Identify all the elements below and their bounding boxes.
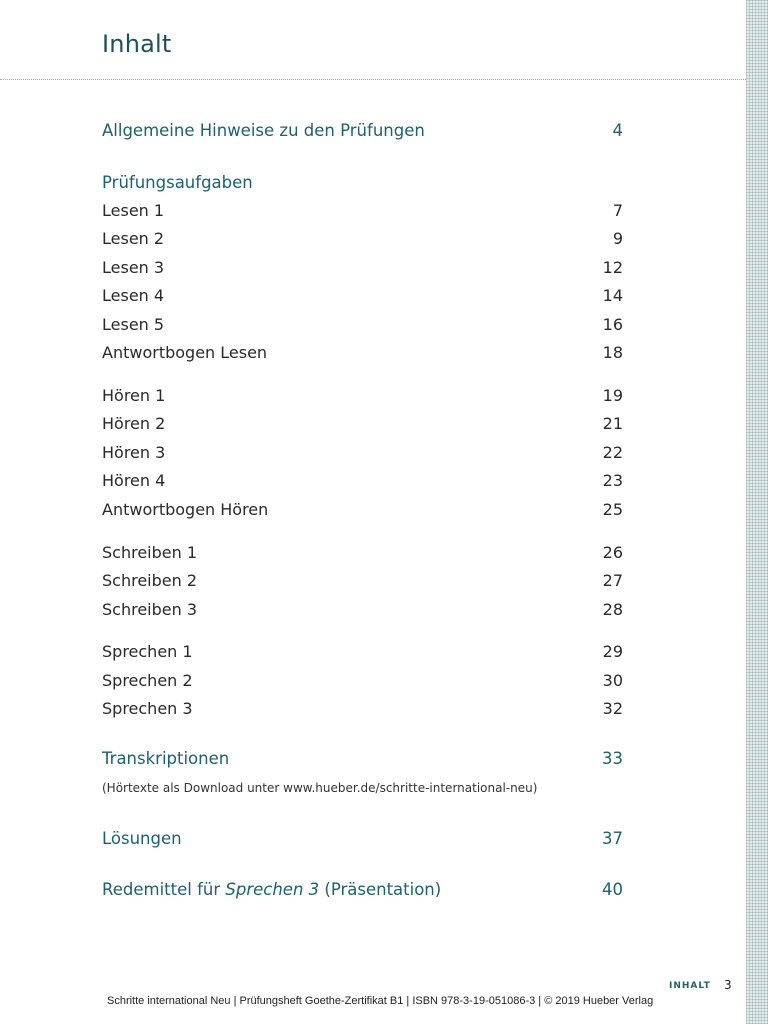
toc-entry-sprechen-3[interactable] [102,699,623,723]
toc-entry-page: 33 [602,749,623,768]
toc-entry-page: 30 [602,671,623,690]
toc-entry-page: 9 [612,229,623,248]
toc-entry-label: Lösungen [102,829,182,848]
toc-entry-page: 23 [602,471,623,490]
toc-entry-transkriptionen[interactable] [102,749,623,773]
toc-entry-label: Lesen 5 [102,315,165,334]
toc-entry-hoeren-3[interactable] [102,443,623,467]
toc-entry-page: 40 [602,880,623,899]
toc-entry-label: Antwortbogen Hören [102,500,269,519]
toc-entry-label: Schreiben 1 [102,543,198,562]
toc-entry-antwortbogen-hoeren[interactable] [102,500,623,524]
toc-section-heading-pruefungsaufgaben [102,173,623,197]
toc-entry-label: Lesen 3 [102,258,165,277]
toc-entry-lesen-5[interactable] [102,315,623,339]
toc-entry-label: Hören 1 [102,386,166,405]
toc-entry-page: 7 [612,201,623,220]
toc-entry-schreiben-1[interactable] [102,543,623,567]
toc-entry-page: 18 [602,343,623,362]
toc-entry-hoeren-2[interactable] [102,414,623,438]
toc-entry-lesen-4[interactable] [102,286,623,310]
toc-entry-page: 22 [602,443,623,462]
toc-section-label: Prüfungsaufgaben [102,173,253,192]
toc-entry-label: Sprechen 3 [102,699,193,718]
toc-entry-label: Sprechen 1 [102,642,193,661]
toc-entry-label: Antwortbogen Lesen [102,343,268,362]
toc-entry-label-italic: Sprechen 3 [225,880,320,899]
toc-entry-page: 21 [602,414,623,433]
toc-entry-label: Allgemeine Hinweise zu den Prüfungen [102,121,425,140]
toc-entry-lesen-3[interactable] [102,258,623,282]
toc-entry-label: Lesen 2 [102,229,165,248]
toc-entry-hoeren-4[interactable] [102,471,623,495]
toc-entry-hoeren-1[interactable] [102,386,623,410]
toc-entry-schreiben-2[interactable] [102,571,623,595]
toc-entry-general[interactable] [102,121,623,145]
title-divider [0,79,746,80]
toc-entry-page: 14 [602,286,623,305]
toc-entry-label: Sprechen 2 [102,671,193,690]
toc-entry-label: Lesen 4 [102,286,165,305]
toc-entry-page: 26 [602,543,623,562]
toc-entry-antwortbogen-lesen[interactable] [102,343,623,367]
toc-entry-page: 16 [602,315,623,334]
toc-entry-label: Schreiben 3 [102,600,198,619]
decorative-side-stripe [746,0,768,1024]
toc-entry-redemittel[interactable] [102,880,623,904]
toc-entry-lesen-2[interactable] [102,229,623,253]
footer-section-label: INHALT [669,981,711,991]
toc-entry-loesungen[interactable] [102,829,623,853]
toc-entry-label: Hören 2 [102,414,166,433]
toc-entry-label: Transkriptionen [102,749,230,768]
toc-entry-page: 37 [602,829,623,848]
toc-entry-label [102,880,441,899]
page-title: Inhalt [102,30,172,58]
toc-entry-schreiben-3[interactable] [102,600,623,624]
toc-entry-sprechen-2[interactable] [102,671,623,695]
toc-entry-page: 12 [602,258,623,277]
toc-entry-page: 32 [602,699,623,718]
toc-entry-page: 25 [602,500,623,519]
footer-copyright: Schritte international Neu | Prüfungsheft Goethe-Zertifikat B1 | ISBN 978-3-19-051086-3 | © 2019 Hueber Verlag [107,995,654,1007]
toc-entry-label-suffix: (Präsentation) [319,880,442,899]
footer-page-number: 3 [724,978,732,992]
transkriptionen-download-note: (Hörtexte als Download unter www.hueber.de/schritte-international-neu) [102,781,538,795]
toc-entry-label: Hören 3 [102,443,166,462]
toc-entry-label-prefix: Redemittel für [102,880,226,899]
toc-entry-label: Hören 4 [102,471,166,490]
toc-entry-label: Lesen 1 [102,201,165,220]
toc-entry-page: 28 [602,600,623,619]
toc-entry-page: 29 [602,642,623,661]
toc-entry-lesen-1[interactable] [102,201,623,225]
toc-entry-sprechen-1[interactable] [102,642,623,666]
toc-entry-label: Schreiben 2 [102,571,198,590]
toc-entry-page: 4 [612,121,623,140]
toc-entry-page: 27 [602,571,623,590]
toc-entry-page: 19 [602,386,623,405]
